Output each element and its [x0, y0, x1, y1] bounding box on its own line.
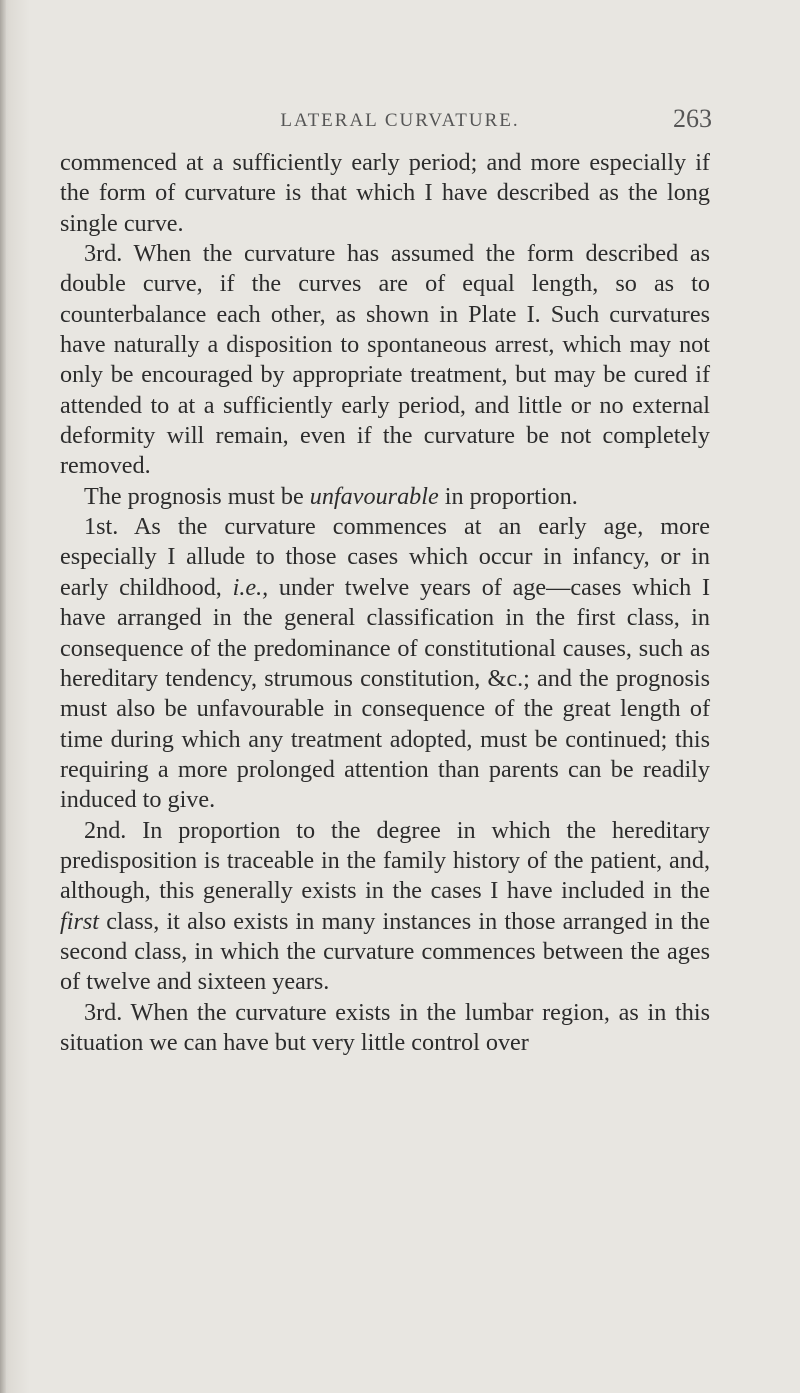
text-segment: The prognosis must be [84, 482, 310, 510]
italic-text-segment: unfavourable [309, 482, 439, 510]
text-segment: 3rd. When the curvature has assumed the form described as double curve, if the curves are of equal length, so as to counterbalance each other, as shown in Plate I. Such curvatures have naturally a disposition to spontaneous arrest, which may not only be encouraged by appropriate treatment, but may be cured if attended to at a sufficiently early period, and little or no external deformity will remain, even if the curvature be not completely removed. [60, 240, 710, 480]
body-text [60, 148, 710, 1058]
text-segment: 1st. As the curvature commences at an early age, more especially I allude to those cases which occur in infancy, or in early childhood, [60, 513, 710, 601]
text-segment: under twelve years of age—cases which I have arranged in the general classification in the first class, in consequence of the predominance of constitutional causes, such as hereditary tendency, strumous constitution, &c.; and the prognosis must also be unfavourable in consequence of the great length of time during which any treatment adopted, must be continued; this requiring a more prolonged attention than parents can be readily induced to give. [60, 573, 710, 814]
paragraph [60, 148, 710, 239]
text-segment: 3rd. When the curvature exists in the lumbar region, as in this situation we can have but very little control over [60, 998, 710, 1056]
text-segment: 2nd. In proportion to the degree in which the hereditary predisposition is traceable in the family history of the patient, and, although, this generally exists in the cases I have included in the [60, 816, 710, 905]
text-segment: commenced at a sufficiently early period; and more especially if the form of curvature is that which I have described as the long single curve. [60, 149, 710, 237]
running-head [0, 104, 800, 140]
page-number: 263 [673, 104, 712, 133]
paragraph [60, 239, 710, 482]
running-head-title: LATERAL CURVATURE. [280, 110, 520, 131]
paragraph [60, 512, 710, 815]
paragraph [60, 482, 710, 512]
italic-text-segment: i.e., [232, 573, 269, 601]
page-spine-shadow [0, 0, 6, 1393]
paragraph [60, 998, 710, 1059]
italic-text-segment: first [60, 907, 99, 935]
paragraph [60, 816, 710, 998]
text-segment: class, it also exists in many instances in those arranged in the second class, in which the curvature commences between the ages of twelve and sixteen years. [60, 907, 710, 996]
text-segment: in proportion. [438, 482, 578, 510]
